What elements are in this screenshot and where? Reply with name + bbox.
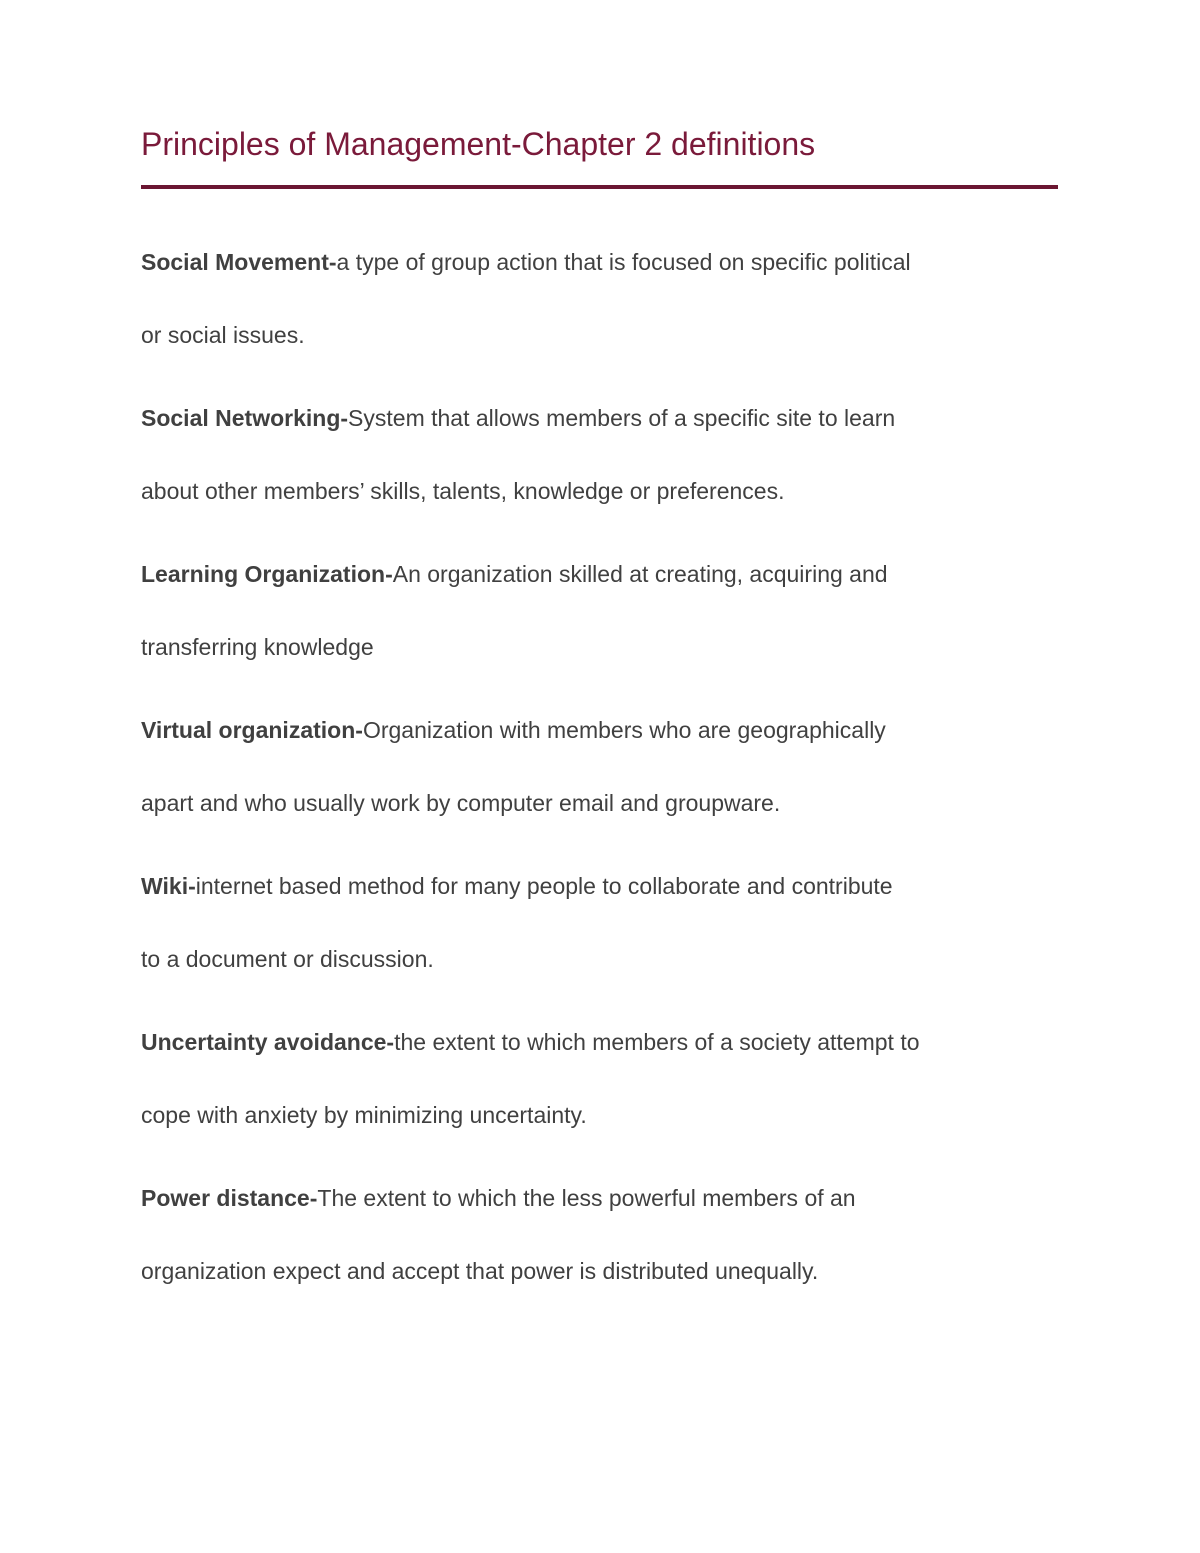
definition-text: An organization skilled at creating, acquiring and [392, 561, 888, 587]
definition-list [141, 226, 1061, 1318]
definition-term: Social Movement- [141, 249, 337, 275]
definition-item [141, 850, 1061, 996]
definition-text: the extent to which members of a society attempt to [394, 1029, 920, 1055]
document-title: Principles of Management-Chapter 2 definitions [141, 126, 816, 162]
definition-term: Uncertainty avoidance- [141, 1029, 395, 1055]
definition-term: Virtual organization- [141, 717, 363, 743]
definition-term: Learning Organization- [141, 561, 393, 587]
definition-term: Power distance- [141, 1185, 318, 1211]
definition-item [141, 382, 1061, 528]
definition-continuation: or social issues. [141, 322, 305, 348]
definition-item [141, 694, 1061, 840]
title-divider [141, 185, 1058, 189]
definition-item [141, 226, 1061, 372]
definition-continuation: cope with anxiety by minimizing uncertainty. [141, 1102, 587, 1128]
definition-first-line [141, 538, 1061, 611]
definition-text: internet based method for many people to collaborate and contribute [195, 873, 893, 899]
definition-continuation: apart and who usually work by computer email and groupware. [141, 790, 781, 816]
definition-term: Social Networking- [141, 405, 349, 431]
definition-first-line [141, 226, 1061, 299]
definition-term: Wiki- [141, 873, 196, 899]
definition-first-line [141, 694, 1061, 767]
definition-text: Organization with members who are geographically [362, 717, 886, 743]
definition-text: a type of group action that is focused on specific political [336, 249, 911, 275]
definition-first-line [141, 1006, 1061, 1079]
definition-continuation: organization expect and accept that power is distributed unequally. [141, 1258, 819, 1284]
definition-continuation: transferring knowledge [141, 634, 374, 660]
definition-item [141, 1006, 1061, 1152]
definition-first-line [141, 1162, 1061, 1235]
definition-text: System that allows members of a specific site to learn [348, 405, 896, 431]
definition-text: The extent to which the less powerful members of an [317, 1185, 856, 1211]
definition-continuation: to a document or discussion. [141, 946, 434, 972]
definition-continuation: about other members’ skills, talents, knowledge or preferences. [141, 478, 785, 504]
definition-item [141, 538, 1061, 684]
definition-first-line [141, 382, 1061, 455]
definition-first-line [141, 850, 1061, 923]
definition-item [141, 1162, 1061, 1308]
